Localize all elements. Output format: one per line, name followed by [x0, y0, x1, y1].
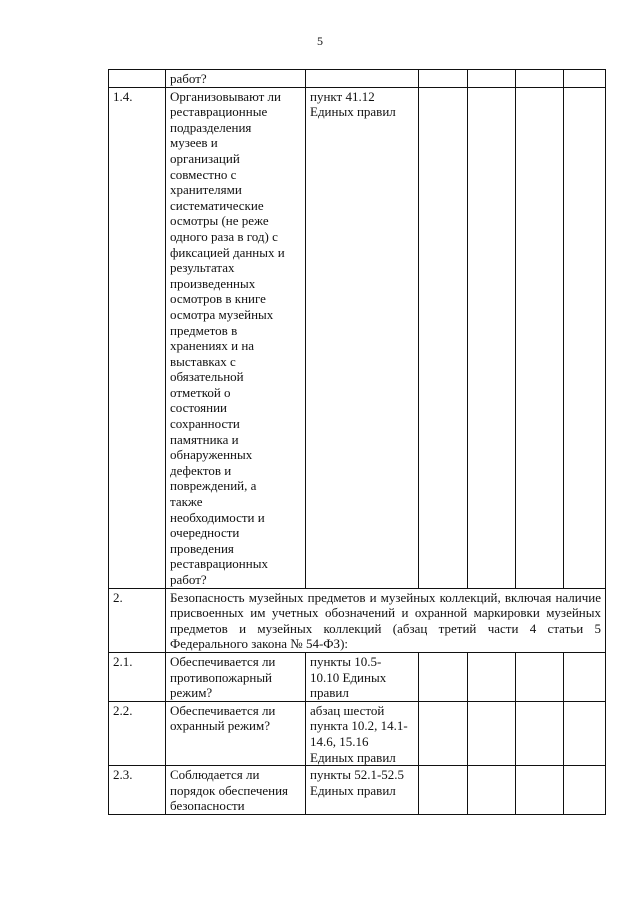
answer-na-cell — [516, 701, 564, 765]
question-cell: работ? — [166, 70, 306, 88]
table-row — [109, 652, 606, 701]
table-row — [109, 70, 606, 88]
question-cell: Организовывают ли реставрационные подразделения музеев и организаций совместно с хранителями систематические осмотры (не реже одного раза в год) с фиксацией данных и результатах произведенных осмотров в книге осмотра музейных предметов в хранениях и на выставках с обязательной отметкой о состоянии сохранности памятника и обнаруженных дефектов и повреждений, а также необходимости и очередности проведения реставрационных работ? — [166, 87, 306, 588]
reference-cell — [306, 70, 419, 88]
answer-na-cell — [516, 70, 564, 88]
checklist-table — [108, 69, 606, 815]
section-row — [109, 588, 606, 652]
question-cell: Соблюдается ли порядок обеспечения безопасности — [166, 766, 306, 815]
answer-na-cell — [516, 652, 564, 701]
table-row — [109, 701, 606, 765]
row-number: 1.4. — [109, 87, 166, 588]
note-cell — [564, 766, 606, 815]
answer-no-cell — [468, 70, 516, 88]
answer-yes-cell — [419, 87, 468, 588]
answer-no-cell — [468, 652, 516, 701]
note-cell — [564, 87, 606, 588]
question-cell: Обеспечивается ли охранный режим? — [166, 701, 306, 765]
answer-no-cell — [468, 766, 516, 815]
reference-cell: пункты 52.1-52.5 Единых правил — [306, 766, 419, 815]
answer-na-cell — [516, 766, 564, 815]
row-number: 2.1. — [109, 652, 166, 701]
question-cell: Обеспечивается ли противопожарный режим? — [166, 652, 306, 701]
note-cell — [564, 652, 606, 701]
section-number: 2. — [109, 588, 166, 652]
row-number: 2.2. — [109, 701, 166, 765]
answer-no-cell — [468, 87, 516, 588]
answer-yes-cell — [419, 652, 468, 701]
section-heading: Безопасность музейных предметов и музейных коллекций, включая наличие присвоенных им учетных обозначений и охранной маркировки музейных предметов и музейных коллекций (абзац третий части 4 статьи 5 Федерального закона № 54-ФЗ): — [166, 588, 606, 652]
reference-cell: абзац шестой пункта 10.2, 14.1- 14.6, 15.16 Единых правил — [306, 701, 419, 765]
answer-yes-cell — [419, 766, 468, 815]
note-cell — [564, 701, 606, 765]
answer-na-cell — [516, 87, 564, 588]
reference-cell: пункты 10.5- 10.10 Единых правил — [306, 652, 419, 701]
answer-yes-cell — [419, 70, 468, 88]
row-number: 2.3. — [109, 766, 166, 815]
reference-cell: пункт 41.12 Единых правил — [306, 87, 419, 588]
row-number — [109, 70, 166, 88]
answer-no-cell — [468, 701, 516, 765]
answer-yes-cell — [419, 701, 468, 765]
note-cell — [564, 70, 606, 88]
table-row — [109, 766, 606, 815]
page-number: 5 — [317, 34, 323, 48]
table-row — [109, 87, 606, 588]
